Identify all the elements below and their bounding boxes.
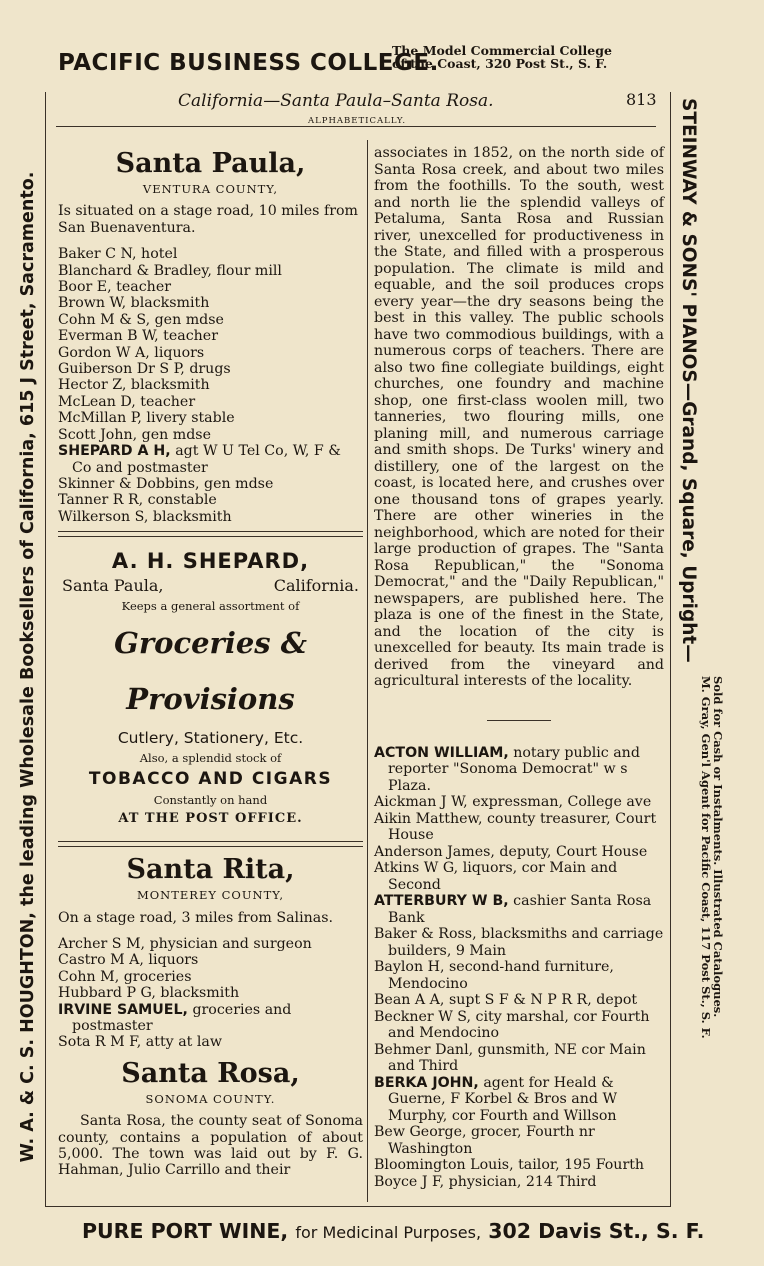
directory-entry bbox=[374, 844, 664, 861]
directory-entry bbox=[374, 794, 664, 811]
directory-entry bbox=[374, 1174, 664, 1191]
entry-lead-name: BERKA JOHN, bbox=[374, 1074, 479, 1091]
left-column bbox=[58, 147, 363, 1179]
entry-text: Brown W, blacksmith bbox=[58, 295, 210, 312]
directory-entry bbox=[374, 1157, 664, 1174]
directory-entry bbox=[58, 295, 363, 311]
directory-entry bbox=[58, 246, 363, 262]
directory-entry bbox=[374, 992, 664, 1009]
entry-text: Atkins W G, liquors, cor Main and Second bbox=[374, 860, 618, 893]
directory-entry bbox=[58, 509, 363, 525]
entry-text: notary public and reporter "Sonoma Democrat" w s Plaza. bbox=[388, 744, 640, 794]
entry-text: Tanner R R, constable bbox=[58, 492, 217, 509]
directory-entry bbox=[374, 959, 664, 992]
entry-text: Cohn M & S, gen mdse bbox=[58, 311, 224, 328]
directory-entry bbox=[58, 985, 363, 1001]
entry-text: Sota R M F, atty at law bbox=[58, 1034, 223, 1051]
entry-lead-name: IRVINE SAMUEL, bbox=[58, 1001, 188, 1018]
right-ad-detail bbox=[700, 676, 724, 1039]
county-label: SONOMA COUNTY. bbox=[145, 1091, 276, 1106]
town-heading-santa-rosa: Santa Rosa, bbox=[121, 1057, 300, 1089]
entry-text: Everman B W, teacher bbox=[58, 328, 218, 345]
entry-text: Archer S M, physician and surgeon bbox=[58, 935, 312, 952]
right-ad-line1: Sold for Cash or Instalments. Illustrated Catalogues. bbox=[711, 676, 725, 1018]
entry-text: Hubbard P G, blacksmith bbox=[58, 985, 240, 1002]
bottom-ad-part2: for Medicinal Purposes, bbox=[295, 1223, 482, 1242]
entry-text: Baker & Ross, blacksmiths and carriage builders, 9 Main bbox=[374, 926, 664, 959]
directory-entry bbox=[58, 1034, 363, 1050]
entry-text: Blanchard & Bradley, flour mill bbox=[58, 262, 282, 279]
directory-entry bbox=[58, 263, 363, 279]
directory-entry bbox=[58, 394, 363, 410]
directory-entry bbox=[58, 312, 363, 328]
separator-rule bbox=[58, 846, 363, 847]
directory-entry bbox=[374, 893, 664, 926]
ad-location bbox=[58, 575, 363, 597]
entry-text: Baylon H, second-hand furniture, Mendocino bbox=[374, 959, 614, 992]
top-ad-detail bbox=[392, 44, 612, 70]
entry-text: Castro M A, liquors bbox=[58, 952, 199, 969]
entry-text: McMillan P, livery stable bbox=[58, 410, 235, 427]
column-divider bbox=[367, 140, 368, 1202]
right-ad-line2: M. Gray, Gen'l Agent for Pacific Coast, 117 Post St., S. F. bbox=[699, 676, 713, 1039]
entry-text: Aickman J W, expressman, College ave bbox=[374, 794, 652, 810]
directory-entry bbox=[58, 361, 363, 377]
top-advertisement bbox=[58, 44, 668, 84]
entry-lead-name: ATTERBURY W B, bbox=[374, 893, 509, 909]
shepard-advertisement bbox=[58, 543, 363, 835]
right-margin-advertisement bbox=[674, 98, 725, 1208]
separator-rule bbox=[58, 536, 363, 537]
page-number: 813 bbox=[626, 90, 657, 109]
entry-text: agt W U Tel Co, W, F & Co and postmaster bbox=[72, 443, 341, 476]
ad-city: Santa Paula, bbox=[62, 576, 164, 596]
right-ad-main: STEINWAY & SONS' PIANOS—Grand, Square, Upright— bbox=[678, 98, 699, 663]
directory-entry bbox=[374, 1124, 664, 1157]
directory-list-santa-rosa bbox=[374, 745, 664, 1191]
bottom-advertisement bbox=[82, 1219, 704, 1243]
entry-text: Hector Z, blacksmith bbox=[58, 377, 210, 394]
bottom-ad-part1: PURE PORT WINE, bbox=[82, 1219, 289, 1243]
entry-text: Bloomington Louis, tailor, 195 Fourth bbox=[374, 1157, 645, 1173]
page-subtitle: ALPHABETICALLY. bbox=[308, 116, 407, 126]
entry-text: McLean D, teacher bbox=[58, 393, 196, 410]
directory-entry bbox=[58, 279, 363, 295]
entry-text: Bean A A, supt S F & N P R R, depot bbox=[374, 992, 638, 1008]
town-heading-santa-paula: Santa Paula, bbox=[115, 148, 306, 179]
directory-entry bbox=[58, 969, 363, 985]
directory-entry bbox=[58, 952, 363, 968]
town-description: Santa Rosa, the county seat of Sonoma county, contains a population of about 5,000. The town was laid out by F. G. Hahman, Julio Carrillo and their bbox=[58, 1113, 363, 1179]
top-ad-line1: The Model Commercial College bbox=[392, 43, 612, 58]
bottom-ad-part3: 302 Davis St., S. F. bbox=[488, 1219, 705, 1243]
ad-gothic-heading: Groceries & Provisions bbox=[114, 626, 307, 717]
directory-entry bbox=[374, 1075, 664, 1125]
ad-merchant-name: A. H. SHEPARD, bbox=[111, 549, 310, 574]
separator-rule bbox=[487, 720, 551, 721]
directory-entry bbox=[374, 1042, 664, 1075]
directory-entry bbox=[58, 410, 363, 426]
entry-text: Anderson James, deputy, Court House bbox=[374, 843, 648, 860]
town-heading-santa-rita: Santa Rita, bbox=[126, 854, 295, 886]
town-description: Is situated on a stage road, 10 miles from San Buenaventura. bbox=[58, 203, 358, 236]
directory-entry bbox=[374, 745, 664, 795]
entry-text: cashier Santa Rosa Bank bbox=[388, 893, 652, 926]
header-rule bbox=[56, 126, 656, 127]
entry-text: Bew George, grocer, Fourth nr Washington bbox=[374, 1124, 595, 1157]
directory-entry bbox=[58, 476, 363, 492]
directory-entry bbox=[58, 443, 363, 476]
entry-text: Aikin Matthew, county treasurer, Court House bbox=[374, 810, 657, 843]
entry-lead-name: SHEPARD A H, bbox=[58, 443, 171, 460]
left-ad-text: W. A. & C. S. HOUGHTON, the leading Wholesale Booksellers of California, 615 J Street, Sacramento. bbox=[18, 171, 38, 1163]
directory-entry bbox=[58, 328, 363, 344]
left-margin-advertisement bbox=[10, 122, 46, 1212]
directory-entry bbox=[58, 427, 363, 443]
entry-text: Skinner & Dobbins, gen mdse bbox=[58, 475, 274, 492]
directory-entry bbox=[374, 1009, 664, 1042]
directory-entry bbox=[374, 811, 664, 844]
ad-office-line: AT THE POST OFFICE. bbox=[118, 811, 303, 827]
entry-text: Boyce J F, physician, 214 Third bbox=[374, 1173, 597, 1190]
running-title: California—Santa Paula–Santa Rosa. bbox=[178, 91, 494, 111]
directory-entry bbox=[58, 345, 363, 361]
entry-text: Baker C N, hotel bbox=[58, 246, 178, 263]
town-description: On a stage road, 3 miles from Salinas. bbox=[58, 909, 333, 926]
entry-text: Scott John, gen mdse bbox=[58, 426, 211, 443]
top-ad-main: PACIFIC BUSINESS COLLEGE. bbox=[58, 50, 439, 76]
entry-text: agent for Heald & Guerne, F Korbel & Bros and W Murphy, cor Fourth and Willson bbox=[388, 1074, 618, 1124]
entry-lead-name: ACTON WILLIAM, bbox=[374, 744, 509, 761]
entry-text: Gordon W A, liquors bbox=[58, 344, 205, 361]
ad-line: Constantly on hand bbox=[153, 793, 268, 808]
directory-entry bbox=[58, 492, 363, 508]
entry-text: Guiberson Dr S P, drugs bbox=[58, 361, 231, 378]
right-column bbox=[374, 145, 664, 1190]
ad-line: Also, a splendid stock of bbox=[139, 751, 282, 766]
county-label: MONTEREY COUNTY, bbox=[136, 888, 285, 903]
county-label: VENTURA COUNTY, bbox=[142, 182, 279, 196]
directory-entry bbox=[58, 377, 363, 393]
ad-line: Cutlery, Stationery, Etc. bbox=[117, 729, 304, 748]
directory-entry bbox=[58, 1002, 363, 1035]
ad-line: Keeps a general assortment of bbox=[121, 599, 300, 614]
ad-state: California. bbox=[273, 576, 359, 596]
directory-list-santa-rita bbox=[58, 936, 363, 1051]
town-description-continued: associates in 1852, on the north side of Santa Rosa creek, and about two miles from the foothills. To the south, west and north lie the splendid valleys of Petaluma, Santa Rosa and Russian river, unexcelled for productiveness in the State, and filled with a prosperous population. The climate is mild and equable, and the soil produces crops every year—the dry seasons being the best in this valley. The public schools have two commodious buildings, with a numerous corps of teachers. There are also two fine collegiate buildings, eight churches, one foundry and machine shop, one first-class woolen mill, two tanneries, two flouring mills, one planing mill, and numerous carriage and smith shops. De Turks' winery and distillery, one of the largest on the coast, is located here, and crushes over one thousand tons of grapes yearly. There are other wineries in the neighborhood, which are noted for their large production of grapes. The "Santa Rosa Republican," the "Sonoma Democrat," and the "Daily Republican," newspapers, are published here. The plaza is one of the finest in the State, and the location of the city is unexcelled for beauty. Its main trade is derived from the vineyard and agricultural interests of the locality. bbox=[374, 145, 664, 689]
entry-text: groceries and postmaster bbox=[72, 1001, 292, 1034]
separator-rule bbox=[58, 531, 363, 532]
entry-text: Cohn M, groceries bbox=[58, 968, 192, 985]
directory-list-santa-paula bbox=[58, 246, 363, 525]
entry-text: Wilkerson S, blacksmith bbox=[58, 508, 232, 525]
directory-entry bbox=[58, 936, 363, 952]
directory-entry bbox=[374, 926, 664, 959]
ad-bold-heading: TOBACCO AND CIGARS bbox=[88, 769, 333, 790]
entry-text: Behmer Danl, gunsmith, NE cor Main and Third bbox=[374, 1041, 646, 1074]
separator-rule bbox=[58, 841, 363, 842]
entry-text: Boor E, teacher bbox=[58, 279, 171, 296]
entry-text: Beckner W S, city marshal, cor Fourth and Mendocino bbox=[374, 1008, 650, 1041]
directory-entry bbox=[374, 860, 664, 893]
top-ad-line2: of the Coast, 320 Post St., S. F. bbox=[392, 56, 608, 71]
